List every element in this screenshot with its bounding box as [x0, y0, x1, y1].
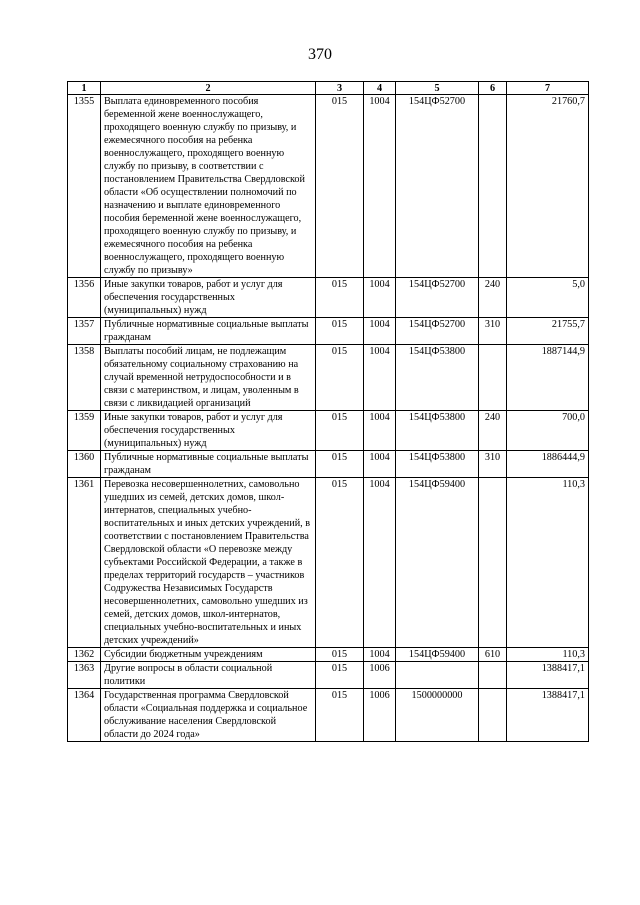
row-number: 1360 [68, 451, 101, 478]
row-number: 1363 [68, 662, 101, 689]
row-amount: 110,3 [507, 478, 589, 648]
row-code-target: 1500000000 [396, 689, 479, 742]
row-code-target: 154ЦФ53800 [396, 411, 479, 451]
table-row [68, 345, 589, 411]
header-col-2: 2 [101, 82, 316, 95]
row-code-section: 1006 [364, 662, 396, 689]
table-row [68, 411, 589, 451]
row-name: Другие вопросы в области социальной политики [101, 662, 316, 689]
row-code-ministry: 015 [316, 345, 364, 411]
row-number: 1356 [68, 278, 101, 318]
table-row [68, 689, 589, 742]
row-code-target: 154ЦФ59400 [396, 478, 479, 648]
row-number: 1358 [68, 345, 101, 411]
row-amount: 1886444,9 [507, 451, 589, 478]
row-code-expense-type: 310 [479, 318, 507, 345]
row-code-section: 1004 [364, 345, 396, 411]
table-row [68, 451, 589, 478]
row-code-section: 1004 [364, 648, 396, 662]
row-number: 1364 [68, 689, 101, 742]
row-code-ministry: 015 [316, 318, 364, 345]
row-code-section: 1004 [364, 95, 396, 278]
row-code-section: 1004 [364, 318, 396, 345]
row-number: 1361 [68, 478, 101, 648]
row-name: Иные закупки товаров, работ и услуг для обеспечения государственных (муниципальных) нужд [101, 278, 316, 318]
row-name: Публичные нормативные социальные выплаты гражданам [101, 451, 316, 478]
row-code-expense-type [479, 662, 507, 689]
row-code-section: 1004 [364, 451, 396, 478]
row-name: Государственная программа Свердловской области «Социальная поддержка и социальное обслуживание населения Свердловской области до 2024 года» [101, 689, 316, 742]
row-code-expense-type [479, 95, 507, 278]
row-code-ministry: 015 [316, 95, 364, 278]
row-name: Перевозка несовершеннолетних, самовольно ушедших из семей, детских домов, школ-интернатов, специальных учебно-воспитательных и иных детских учреждений, в соответствии с постановлением Правительства Свердловской области «О перевозке между субъектами Российской Федерации, а также в пределах территорий государств – участников Содружества Независимых Государств несовершеннолетних, самовольно ушедших из семей, детских домов, школ-интернатов, специальных учебно-воспитательных и иных детских учреждений» [101, 478, 316, 648]
row-amount: 700,0 [507, 411, 589, 451]
row-code-target: 154ЦФ52700 [396, 95, 479, 278]
row-code-expense-type [479, 689, 507, 742]
table-row [68, 662, 589, 689]
row-number: 1355 [68, 95, 101, 278]
table-row [68, 278, 589, 318]
row-code-target: 154ЦФ59400 [396, 648, 479, 662]
row-code-section: 1004 [364, 278, 396, 318]
row-name: Иные закупки товаров, работ и услуг для обеспечения государственных (муниципальных) нужд [101, 411, 316, 451]
row-amount: 21760,7 [507, 95, 589, 278]
row-amount: 1388417,1 [507, 689, 589, 742]
table-row [68, 648, 589, 662]
row-code-expense-type: 310 [479, 451, 507, 478]
header-col-1: 1 [68, 82, 101, 95]
row-name: Выплаты пособий лицам, не подлежащим обязательному социальному страхованию на случай временной нетрудоспособности и в связи с материнством, и лицам, уволенным в связи с ликвидацией организаций [101, 345, 316, 411]
row-code-expense-type: 610 [479, 648, 507, 662]
table-row [68, 95, 589, 278]
row-code-target: 154ЦФ52700 [396, 318, 479, 345]
row-number: 1359 [68, 411, 101, 451]
row-code-section: 1004 [364, 478, 396, 648]
budget-table [67, 81, 589, 742]
row-code-ministry: 015 [316, 278, 364, 318]
row-code-target [396, 662, 479, 689]
row-code-target: 154ЦФ53800 [396, 345, 479, 411]
row-code-ministry: 015 [316, 411, 364, 451]
row-code-section: 1006 [364, 689, 396, 742]
row-number: 1357 [68, 318, 101, 345]
header-col-7: 7 [507, 82, 589, 95]
page-number: 370 [308, 46, 332, 63]
row-code-ministry: 015 [316, 648, 364, 662]
header-col-4: 4 [364, 82, 396, 95]
header-col-6: 6 [479, 82, 507, 95]
row-code-expense-type: 240 [479, 411, 507, 451]
row-code-target: 154ЦФ52700 [396, 278, 479, 318]
row-code-ministry: 015 [316, 689, 364, 742]
row-code-expense-type [479, 478, 507, 648]
header-col-3: 3 [316, 82, 364, 95]
row-amount: 1887144,9 [507, 345, 589, 411]
row-code-ministry: 015 [316, 478, 364, 648]
row-amount: 1388417,1 [507, 662, 589, 689]
table-row [68, 478, 589, 648]
row-amount: 21755,7 [507, 318, 589, 345]
row-code-target: 154ЦФ53800 [396, 451, 479, 478]
row-name: Выплата единовременного пособия беременной жене военнослужащего, проходящего военную службу по призыву, и ежемесячного пособия на ребенка военнослужащего, проходящего военную службу по призыву, в соответствии с постановлением Правительства Свердловской области «Об осуществлении полномочий по назначению и выплате единовременного пособия беременной жене военнослужащего, проходящего военную службу по призыву, и ежемесячного пособия на ребенка военнослужащего, проходящего военную службу по призыву» [101, 95, 316, 278]
row-code-expense-type: 240 [479, 278, 507, 318]
row-number: 1362 [68, 648, 101, 662]
row-amount: 5,0 [507, 278, 589, 318]
row-name: Публичные нормативные социальные выплаты гражданам [101, 318, 316, 345]
row-amount: 110,3 [507, 648, 589, 662]
row-code-expense-type [479, 345, 507, 411]
row-code-ministry: 015 [316, 662, 364, 689]
header-row [68, 82, 589, 95]
table-row [68, 318, 589, 345]
header-col-5: 5 [396, 82, 479, 95]
row-code-section: 1004 [364, 411, 396, 451]
row-name: Субсидии бюджетным учреждениям [101, 648, 316, 662]
row-code-ministry: 015 [316, 451, 364, 478]
